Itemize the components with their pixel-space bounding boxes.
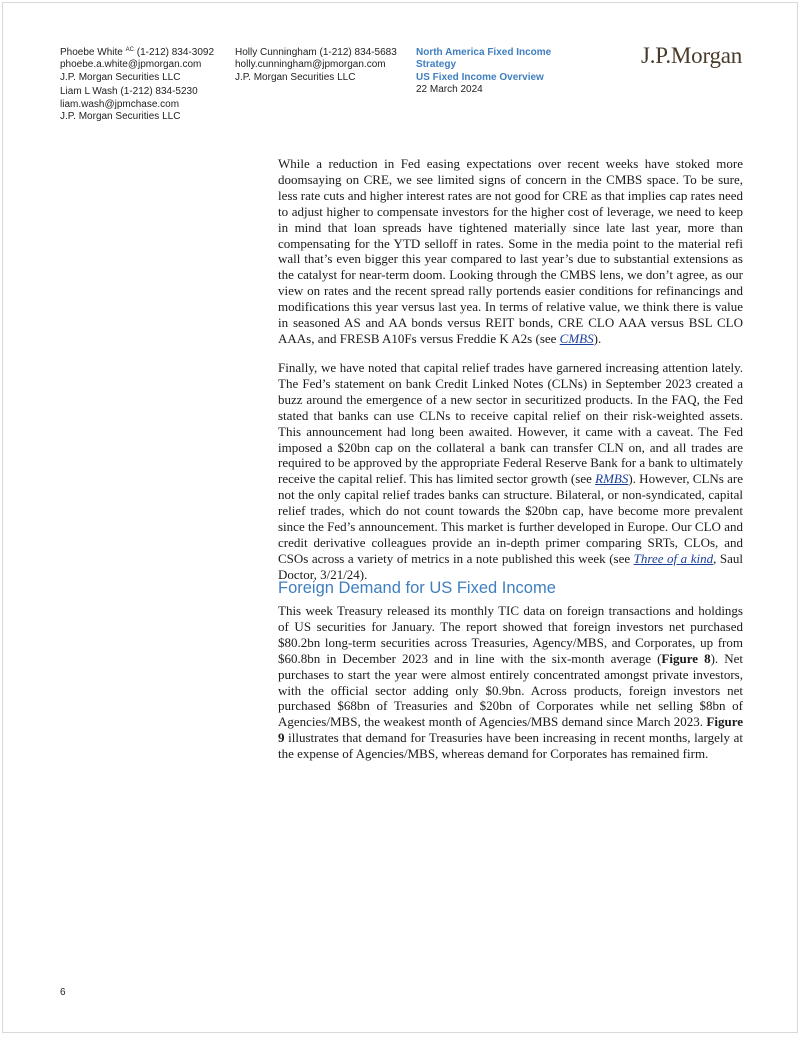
paragraph-text: ). However, CLNs are not the only capital relief trades banks can structure. Bilateral, or non-syndicated, capital relief trades, which do not count towards the $20bn cap, have become more prevalent since the Fed’s announcement. This market is further developed in Europe. Our CLO and credit derivative colleagues provide an in-depth primer comparing SRTs, CLOs, and CSOs across a variety of metrics in a note published this week (see — [278, 471, 743, 566]
analyst-firm: J.P. Morgan Securities LLC — [60, 71, 181, 83]
section-heading: Foreign Demand for US Fixed Income — [278, 579, 556, 597]
figure-8-reference: Figure 8 — [661, 650, 711, 666]
analyst-name-line — [60, 47, 214, 59]
paragraph-capital-relief — [278, 360, 743, 583]
figure-9-reference: Figure 9 — [278, 714, 743, 746]
analyst-name-line — [235, 47, 397, 59]
paragraph-text: Finally, we have noted that capital relief trades have garnered increasing attention lately. The Fed’s statement on bank Credit Linked Notes (CLNs) in September 2023 created a buzz around the emergence of a new sector in securitized products. In the FAQ, the Fed stated that banks can use CLNs to receive capital relief on their risk-weighted assets. This announcement had long been awaited. However, it came with a caveat. The Fed imposed a $20bn cap on the collateral a bank can transfer CLN on, and all trades are required to be approved by the appropriate Federal Reserve Bank for a bank to ultimately receive the capital relief. This has limited sector growth (see — [278, 360, 743, 487]
analyst-certification-mark: AC — [125, 47, 134, 53]
analyst-contacts-middle — [235, 47, 397, 84]
series-name: North America Fixed Income — [416, 47, 552, 58]
analyst-phone: (1-212) 834-5230 — [120, 86, 198, 98]
paragraph-foreign-demand — [278, 603, 743, 762]
analyst-firm: J.P. Morgan Securities LLC — [60, 111, 181, 123]
analyst-email[interactable]: liam.wash@jpmchase.com — [60, 98, 180, 110]
analyst-name-line — [60, 86, 214, 98]
series-name-cont: Strategy — [416, 59, 457, 71]
paragraph-cmbs — [278, 156, 743, 347]
analyst-phone: (1-212) 834-3092 — [136, 47, 215, 58]
jpmorgan-logo: J.P.Morgan — [641, 43, 743, 68]
report-date: 22 March 2024 — [416, 84, 483, 96]
paragraph-text: While a reduction in Fed easing expectations over recent weeks have stoked more doomsaying on CRE, we see limited signs of concern in the CMBS space. To be sure, less rate cuts and higher interest rates are not good for CRE as that implies cap rates need to adjust higher to compensate investors for the higher cost of leverage, we need to keep in mind that loan spreads have tightened materially since late last year, more than compensating for the YTD selloff in rates. Some in the media point to the material refi wall that’s even bigger this year compared to last year’s due to substantial extensions as the catalyst for near-term doom. Looking through the CMBS lens, we don’t agree, as our view on rates and the recent spread rally portends easier conditions for refinancings and modifications this year versus last yea. In terms of relative value, we think there is value in seasoned AS and AA bonds versus REIT bonds, CRE CLO AAA versus BSL CLO AAAs, and FRESB A10Fs versus Freddie K A2s (see — [278, 156, 743, 346]
paragraph-text: This week Treasury released its monthly TIC data on foreign transactions and holdings of US securities for January. The report showed that foreign investors net purchased $80.2bn long-term securities across Treasuries, Agency/MBS, and Corporates, up from $60.8bn in December 2023 and in line with the six-month average ( — [278, 603, 743, 666]
paragraph-text: illustrates that demand for Treasuries have been increasing in recent months, largely at the expense of Agencies/MBS, whereas demand for Corporates has remained firm. — [278, 730, 743, 762]
report-series-block — [416, 47, 551, 97]
analyst-contacts-left — [60, 47, 214, 123]
paragraph-text: , Saul Doctor, 3/21/24). — [278, 550, 743, 582]
analyst-email[interactable]: phoebe.a.white@jpmorgan.com — [60, 59, 202, 71]
analyst-name: Holly Cunningham — [235, 47, 317, 58]
paragraph-text: ). — [593, 330, 602, 346]
paragraph-text: ). Net purchases to start the year were almost entirely concentrated amongst private investors, with the official sector adding only $0.9bn. Across products, foreign investors net purchased $68bn of Treasuries and $20bn of Corporates while net selling $8bn of Agencies/MBS, the weakest month of Agencies/MBS demand since March 2023. — [278, 650, 743, 730]
analyst-firm: J.P. Morgan Securities LLC — [235, 71, 356, 83]
page-number: 6 — [60, 987, 66, 998]
three-of-a-kind-link[interactable]: Three of a kind — [633, 550, 714, 566]
analyst-phone: (1-212) 834-5683 — [319, 47, 397, 58]
analyst-name: Liam L Wash — [60, 86, 118, 98]
analyst-name: Phoebe White — [60, 47, 123, 58]
analyst-email[interactable]: holly.cunningham@jpmorgan.com — [235, 59, 386, 71]
report-title: US Fixed Income Overview — [416, 71, 544, 83]
cmbs-link[interactable]: CMBS — [559, 330, 594, 346]
rmbs-link[interactable]: RMBS — [595, 471, 629, 487]
